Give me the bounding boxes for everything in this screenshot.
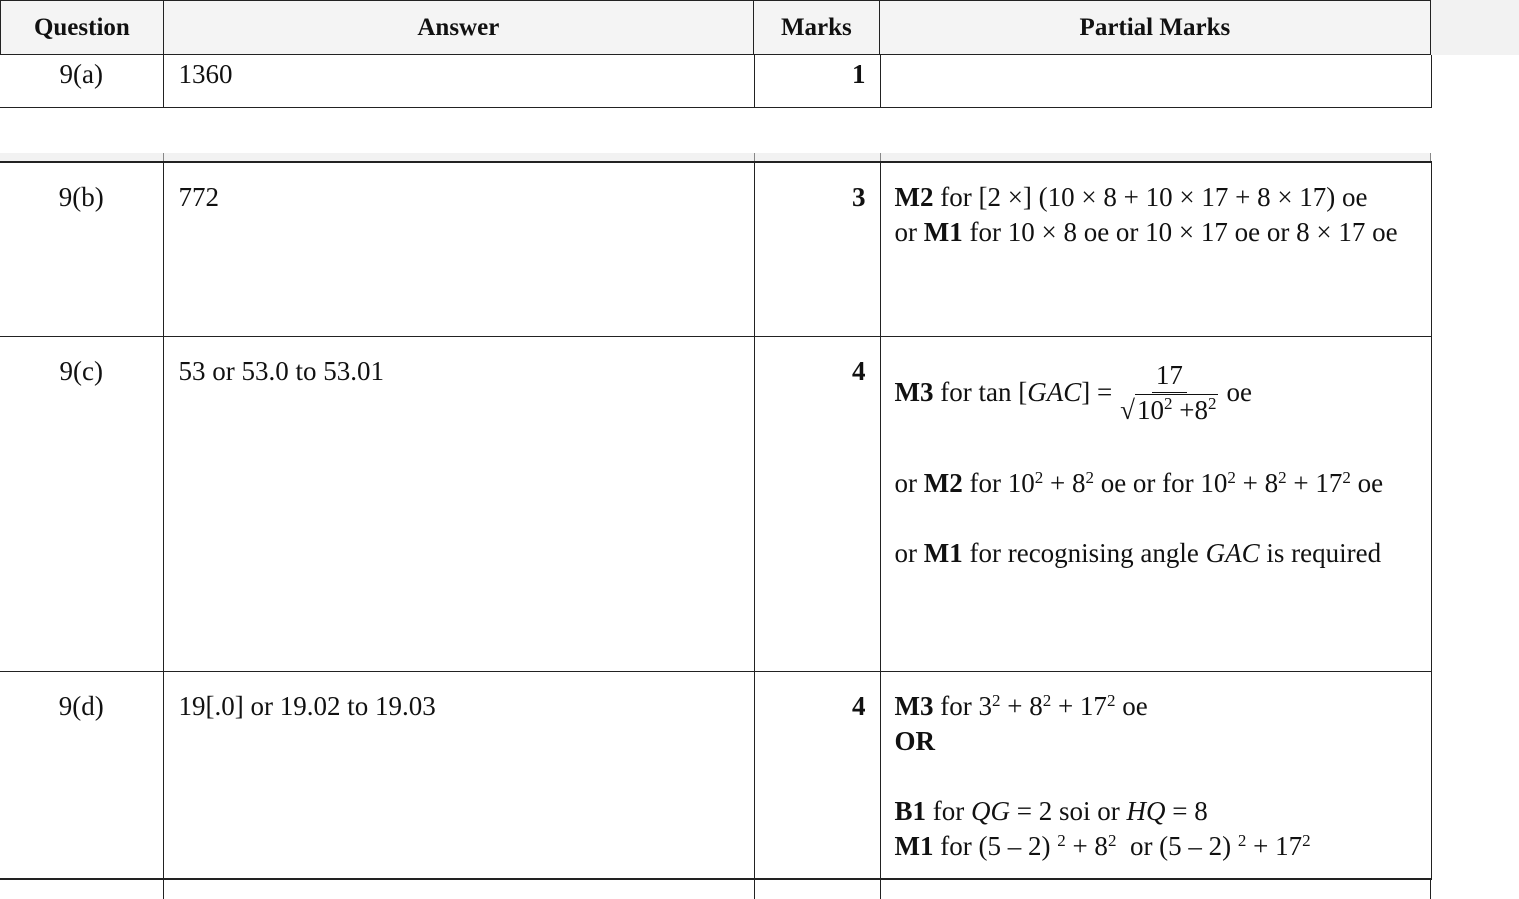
header-marks: Marks (754, 1, 880, 54)
marks-cell: 3 (754, 162, 880, 336)
table-body (0, 161, 1432, 880)
header-partial-marks: Partial Marks (1079, 13, 1231, 41)
sqrt-symbol: $√10^2 +8^2$ (1120, 394, 1217, 425)
question-cell: 9(c) (0, 336, 163, 671)
header-answer: Answer (164, 1, 754, 54)
answer-cell: 1360 (163, 55, 754, 107)
page-break-band (0, 153, 1431, 161)
table-header (0, 0, 1431, 55)
question-cell: 9(b) (0, 162, 163, 336)
table-row-9d (0, 671, 1431, 879)
answer-cell: 19[.0] or 19.02 to 19.03 (163, 671, 754, 879)
answer-cell: 53 or 53.0 to 53.01 (163, 336, 754, 671)
marks-cell: 4 (754, 336, 880, 671)
question-cell: 9(d) (0, 671, 163, 879)
partial-marks-cell (880, 55, 1431, 107)
table-row-9a (0, 55, 1432, 108)
marks-cell: 1 (754, 55, 880, 107)
right-margin-strip (1431, 0, 1519, 55)
table-row-9b (0, 162, 1431, 336)
marks-cell: 4 (754, 671, 880, 879)
question-cell: 9(a) (0, 55, 163, 107)
next-row-stub (0, 878, 1431, 899)
partial-marks-cell: M3 for tan [ GAC ] = $\frac{17}{√10^2 +8^2}$ oe or M2 for $10^2 + 8^2$ oe or for $10^2 + 8^2 + 17^2$ oe or M1 for recognising angle GAC is required (880, 336, 1431, 671)
partial-marks-cell: M3 for $3^2 + 8^2 + 17^2$ oe OR B1 for QG = 2 soi or HQ = 8 M1 for (5 – 2) $^2 + 8^2$ or (5 – 2) $^2 + 17^2$ (880, 671, 1431, 879)
answer-cell: 772 (163, 162, 754, 336)
table-row-9c (0, 336, 1431, 671)
fraction: $\frac{17}{√10^2 +8^2}$ (1120, 360, 1217, 425)
partial-marks-cell: M2 for [2 ×] (10 × 8 + 10 × 17 + 8 × 17) oe or M1 for 10 × 8 oe or 10 × 17 oe or 8 × 17 oe (880, 162, 1431, 336)
header-question: Question (1, 1, 164, 54)
